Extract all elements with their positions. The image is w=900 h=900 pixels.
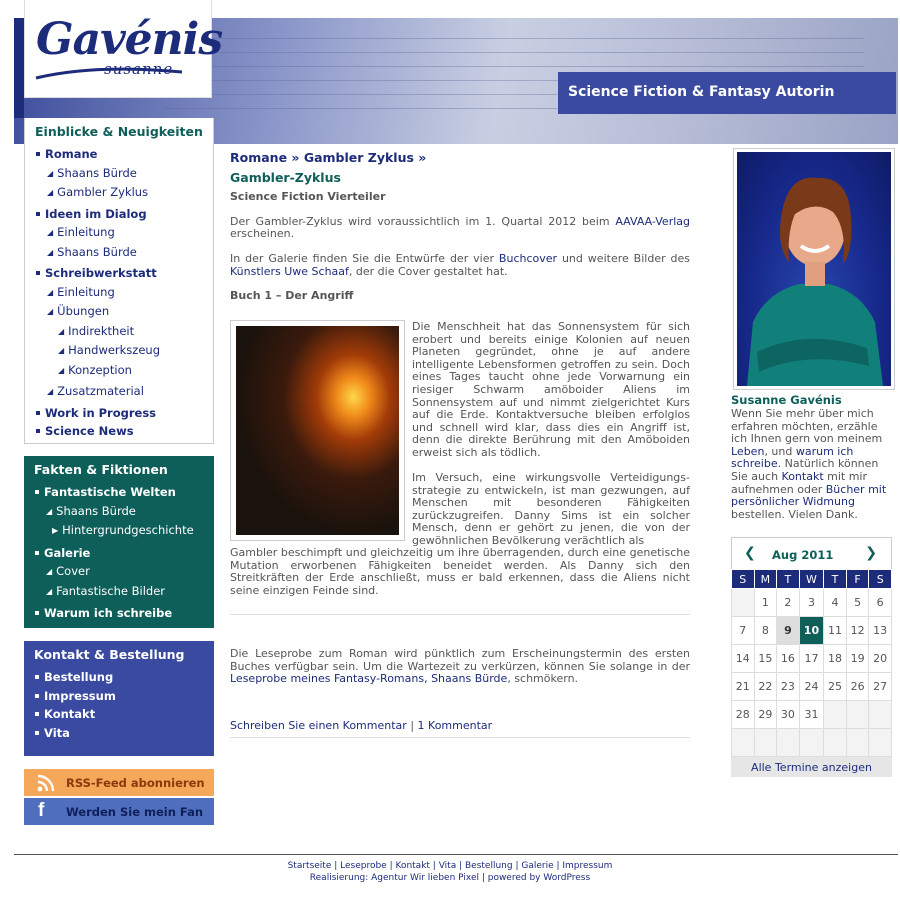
calendar-day: 24	[799, 673, 824, 701]
nav-item-fantastische-welten[interactable]: Fantastische Welten	[24, 483, 214, 502]
calendar-day: 19	[846, 645, 869, 673]
calendar-day: 2	[777, 589, 800, 617]
calendar-day: 12	[846, 617, 869, 645]
calendar-day: 21	[732, 673, 755, 701]
weekday-header: T	[777, 570, 800, 589]
logo-name[interactable]: Gavénis	[36, 14, 223, 65]
calendar-day: 5	[846, 589, 869, 617]
synopsis-paragraph-2a: Im Versuch, eine wirkungsvolle Verteidigungs-strategie zu entwickeln, ist man gezwungen, auf Menschen mit besonderen Fähigkeiten zurückzugreifen. Danny Sims ist ein solcher Mensch, denn er gehört zu jenen, die von der gewöhnlichen Bevölkerung verächtlich als	[412, 471, 690, 547]
weekday-header: W	[799, 570, 824, 589]
calendar-day: 26	[846, 673, 869, 701]
footer-divider	[14, 854, 898, 855]
nav-item-konzeption[interactable]: ◢ Konzeption	[58, 362, 132, 377]
nav-item-warum-ich-schreibe[interactable]: Warum ich schreibe	[24, 604, 214, 623]
nav-box-title: Kontakt & Bestellung	[34, 647, 185, 662]
calendar-day: 18	[824, 645, 847, 673]
breadcrumb[interactable]: Romane » Gambler Zyklus »	[230, 150, 427, 165]
calendar-empty-cell	[824, 701, 847, 729]
footer-nav	[0, 861, 900, 871]
leseprobe-link[interactable]: Leseprobe meines Fantasy-Romans, Shaans Bürde	[230, 672, 508, 686]
nav-item-shaans-buerde-2[interactable]: ◢ Shaans Bürde	[47, 244, 137, 259]
nav-item-shaans-buerde-3[interactable]: ◢ Shaans Bürde	[46, 503, 136, 518]
header-accent-bar	[14, 18, 24, 118]
calendar-empty-cell	[777, 729, 800, 757]
nav-item-shaans-buerde[interactable]: ◢ Shaans Bürde	[47, 165, 137, 180]
rss-icon	[36, 773, 56, 793]
page-subtitle: Science Fiction Vierteiler	[230, 190, 386, 204]
nav-item-uebungen[interactable]: ◢ Übungen	[47, 304, 110, 318]
footer-link[interactable]: Startseite	[287, 861, 332, 871]
calendar-day: 3	[799, 589, 824, 617]
nav-item-hintergrundgeschichte[interactable]: ▶ Hintergrundgeschichte	[52, 523, 194, 537]
nav-box-kontakt	[24, 641, 214, 756]
nav-box-einblicke	[24, 118, 214, 444]
gallery-paragraph: In der Galerie finden Sie die Entwürfe der vier Buchcover und weitere Bilder des Künstlers Uwe Schaaf, der die Cover gestaltet hat.	[230, 251, 691, 278]
nav-item-impressum[interactable]: Impressum	[24, 687, 214, 706]
calendar-day: 6	[869, 589, 892, 617]
book-cover-image[interactable]	[230, 320, 405, 541]
intro-paragraph: Der Gambler-Zyklus wird voraussichtlich im 1. Quartal 2012 beim AAVAA-Verlag erscheinen.	[230, 214, 690, 241]
nav-item-vita[interactable]: Vita	[24, 724, 214, 743]
calendar-day: 11	[824, 617, 847, 645]
nav-box-title: Fakten & Fiktionen	[34, 462, 168, 477]
nav-item-cover[interactable]: ◢ Cover	[46, 564, 90, 578]
nav-item-science-news[interactable]: Science News	[25, 422, 213, 441]
footer-link[interactable]: Kontakt	[395, 861, 430, 871]
calendar-day[interactable]: 10	[799, 617, 824, 645]
calendar-empty-cell	[824, 729, 847, 757]
calendar-day: 29	[754, 701, 777, 729]
nav-box-fakten	[24, 456, 214, 628]
footer-link[interactable]: Galerie	[521, 861, 554, 871]
nav-item-galerie[interactable]: Galerie	[24, 544, 214, 563]
calendar-widget	[731, 537, 892, 777]
weekday-header: T	[824, 570, 847, 589]
calendar-day: 22	[754, 673, 777, 701]
footer-separator: |	[456, 861, 465, 871]
calendar-empty-cell	[799, 729, 824, 757]
calendar-day: 4	[824, 589, 847, 617]
warum-ich-schreibe-link[interactable]: warum ich schreibe	[731, 444, 854, 471]
calendar-day: 7	[732, 617, 755, 645]
footer-separator: |	[553, 861, 563, 871]
comment-count-link[interactable]: 1 Kommentar	[417, 719, 493, 732]
calendar-grid	[731, 569, 892, 757]
author-photo	[733, 148, 895, 390]
nav-item-ideen-im-dialog[interactable]: Ideen im Dialog	[25, 205, 213, 224]
calendar-day: 23	[777, 673, 800, 701]
divider	[230, 614, 690, 615]
buecher-widmung-link[interactable]: Bücher mit persönlicher Widmung	[731, 482, 887, 509]
nav-item-einleitung[interactable]: ◢ Einleitung	[47, 225, 115, 239]
write-comment-link[interactable]: Schreiben Sie einen Kommentar	[230, 719, 407, 732]
footer-separator: |	[512, 861, 522, 871]
nav-item-handwerkszeug[interactable]: ◢ Handwerkszeug	[58, 343, 160, 357]
header-tagline: Science Fiction & Fantasy Autorin	[558, 72, 896, 114]
calendar-empty-cell	[754, 729, 777, 757]
weekday-header: S	[732, 570, 755, 589]
footer-link[interactable]: Vita	[438, 861, 457, 871]
nav-item-einleitung-2[interactable]: ◢ Einleitung	[47, 284, 115, 299]
footer-separator: |	[331, 861, 341, 871]
calendar-day: 16	[777, 645, 800, 673]
weekday-header: F	[846, 570, 869, 589]
calendar-day: 28	[732, 701, 755, 729]
synopsis-paragraph-2b: Gambler beschimpft und gleichzeitig um ihre überragenden, durch eine genetische Mutation erworbenen Fähigkeiten beneidet werden. Als Danny sich den Streitkräften der Erde anschließt, muss er bald erkennen, dass die Aliens nicht seine einzigen Feinde sind.	[230, 546, 690, 597]
nav-item-romane[interactable]: Romane	[25, 145, 213, 164]
calendar-day[interactable]: 9	[777, 617, 800, 645]
nav-item-indirektheit[interactable]: ◢ Indirektheit	[58, 323, 135, 338]
calendar-day: 17	[799, 645, 824, 673]
calendar-day: 27	[869, 673, 892, 701]
page-title: Gambler-Zyklus	[230, 169, 341, 185]
nav-item-work-in-progress[interactable]: Work in Progress	[25, 404, 213, 423]
calendar-prev-icon[interactable]: ❮	[744, 545, 756, 561]
nav-item-zusatzmaterial[interactable]: ◢ Zusatzmaterial	[47, 384, 144, 398]
rss-subscribe-button[interactable]: RSS-Feed abonnieren	[24, 769, 214, 796]
aavaa-verlag-link[interactable]: AAVAA-Verlag	[615, 214, 690, 228]
author-description: Wenn Sie mehr über mich erfahren möchten, erzähle ich Ihnen gern von meinem Leben, und warum ich schreibe. Natürlich können Sie auch Kontakt mit mir aufnehmen oder Bücher mit persönlicher Widmung bestellen. Vielen Dank.	[731, 407, 887, 521]
calendar-day: 20	[869, 645, 892, 673]
main-content	[230, 152, 690, 303]
divider	[230, 737, 690, 738]
nav-item-schreibwerkstatt[interactable]: Schreibwerkstatt	[25, 264, 213, 283]
calendar-empty-cell	[869, 701, 892, 729]
footer-separator: |	[429, 861, 439, 871]
kuenstler-link[interactable]: Künstlers Uwe Schaaf	[230, 264, 349, 278]
calendar-next-icon[interactable]: ❯	[865, 545, 877, 561]
calendar-day: 31	[799, 701, 824, 729]
facebook-fan-button[interactable]: Werden Sie mein Fan	[24, 798, 214, 825]
calendar-day: 8	[754, 617, 777, 645]
calendar-header	[731, 537, 892, 569]
weekday-header: S	[869, 570, 892, 589]
calendar-empty-cell	[846, 729, 869, 757]
facebook-icon: f	[38, 800, 45, 821]
leseprobe-paragraph: Die Leseprobe zum Roman wird pünktlich zum Erscheinungstermin des ersten Buches verfügbar sein. Um die Wartezeit zu verkürzen, können Sie solange in der Leseprobe meines Fantasy-Romans, Shaans Bürde, schmökern.	[230, 647, 690, 686]
calendar-day: 1	[754, 589, 777, 617]
footer-link[interactable]: Leseprobe	[340, 861, 387, 871]
calendar-day: 13	[869, 617, 892, 645]
calendar-day: 30	[777, 701, 800, 729]
calendar-empty-cell	[732, 589, 755, 617]
nav-item-fantastische-bilder[interactable]: ◢ Fantastische Bilder	[46, 583, 166, 598]
footer-link[interactable]: Bestellung	[464, 861, 513, 871]
author-name: Susanne Gavénis	[731, 393, 842, 407]
calendar-empty-cell	[846, 701, 869, 729]
all-events-link[interactable]: Alle Termine anzeigen	[731, 757, 892, 777]
logo-sub: susanne	[104, 60, 174, 78]
synopsis-paragraph-1: Die Menschheit hat das Sonnensystem für sich erobert und bereits einige Kolonien auf neuen Planeten gegründet, ohne je auf andere intelligente Lebensformen getroffen zu sein. Doch eines Tages taucht ohne jede Vorwarnung ein riesiger Schwarm amöboider Aliens im Sonnensystem auf und nimmt zielgerichtet Kurs auf die Erde. Kontaktversuche bleiben erfolglos und schnell wird klar, dass dies ein Angriff ist, denn die direkte Berührung mit den Amöboiden erweist sich als tödlich.	[412, 320, 690, 459]
footer-separator: |	[386, 861, 396, 871]
calendar-empty-cell	[869, 729, 892, 757]
book-heading: Buch 1 – Der Angriff	[230, 289, 354, 303]
weekday-header: M	[754, 570, 777, 589]
leben-link[interactable]: Leben	[731, 444, 765, 458]
footer-link[interactable]: Impressum	[562, 861, 613, 871]
calendar-empty-cell	[732, 729, 755, 757]
calendar-day: 14	[732, 645, 755, 673]
calendar-day: 15	[754, 645, 777, 673]
kontakt-link[interactable]: Kontakt	[781, 469, 824, 483]
nav-box-title: Einblicke & Neuigkeiten	[35, 124, 203, 139]
comment-links: Schreiben Sie einen Kommentar | 1 Kommentar	[230, 719, 493, 732]
footer-credit: Realisierung: Agentur Wir lieben Pixel | powered by WordPress	[309, 873, 591, 883]
calendar-month: Aug 2011	[772, 548, 834, 562]
nav-item-gambler-zyklus[interactable]: ◢ Gambler Zyklus	[47, 185, 149, 199]
calendar-day: 25	[824, 673, 847, 701]
nav-item-kontakt[interactable]: Kontakt	[24, 705, 214, 724]
buchcover-link[interactable]: Buchcover	[498, 251, 558, 265]
nav-item-bestellung[interactable]: Bestellung	[24, 668, 214, 687]
